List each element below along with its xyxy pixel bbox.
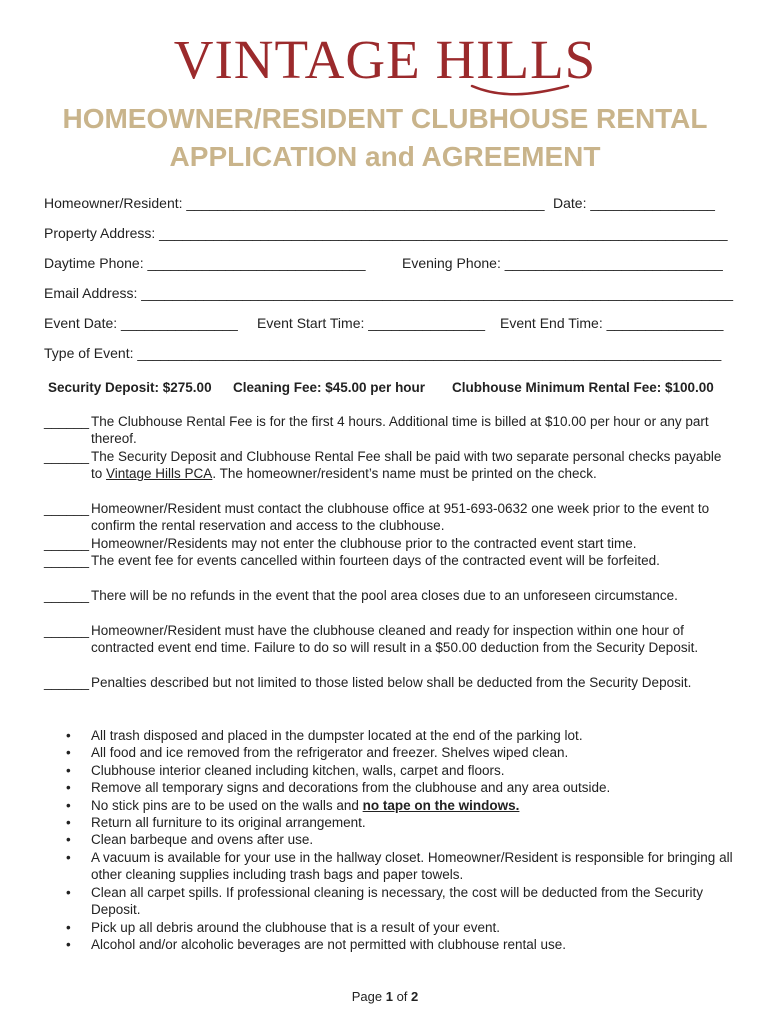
term-item	[44, 535, 734, 552]
initial-blank[interactable]: ______	[44, 414, 90, 429]
event-type-field[interactable]: Type of Event: ___________________________________________________________________________	[44, 345, 722, 361]
minimum-rental-fee: Clubhouse Minimum Rental Fee: $100.00	[452, 380, 714, 395]
list-item	[66, 744, 738, 761]
list-item-text	[91, 797, 738, 814]
list-item-text: Clubhouse interior cleaned including kitchen, walls, carpet and floors.	[91, 763, 505, 778]
list-item-text: All trash disposed and placed in the dumpster located at the end of the parking lot.	[91, 728, 583, 743]
date-field[interactable]: Date: ________________	[553, 195, 715, 211]
event-end-time-field[interactable]: Event End Time: _______________	[500, 315, 724, 331]
term-text: The Clubhouse Rental Fee is for the first 4 hours. Additional time is billed at $10.00 per hour or any part thereof.	[91, 414, 709, 447]
initial-blank[interactable]: ______	[44, 536, 90, 551]
event-start-time-field[interactable]: Event Start Time: _______________	[257, 315, 486, 331]
email-field[interactable]: Email Address: ____________________________________________________________________________	[44, 285, 734, 301]
term-text-part: . The homeowner/resident’s name must be printed on the check.	[212, 466, 597, 482]
term-text: Homeowner/Resident must have the clubhouse cleaned and ready for inspection within one hour of contracted event end time. Failure to do so will result in a $50.00 deduction from the Security Deposit.	[91, 623, 699, 656]
list-item	[66, 797, 738, 814]
daytime-phone-field[interactable]: Daytime Phone: ____________________________	[44, 255, 366, 271]
list-item	[66, 814, 738, 831]
bullet-icon: •	[66, 920, 71, 935]
bullet-icon: •	[66, 780, 71, 795]
vintage-hills-logo: VINTAGE HILLS	[173, 29, 597, 90]
bullet-icon: •	[66, 745, 71, 760]
term-text	[91, 448, 734, 483]
no-tape-emphasis: no tape on the windows.	[362, 798, 520, 813]
initial-blank[interactable]: ______	[44, 553, 90, 568]
initial-blank[interactable]: ______	[44, 675, 90, 690]
term-text: The event fee for events cancelled within fourteen days of the contracted event will be forfeited.	[91, 553, 660, 568]
evening-phone-field[interactable]: Evening Phone: ____________________________	[402, 255, 723, 271]
term-text: Penalties described but not limited to those listed below shall be deducted from the Security Deposit.	[91, 675, 692, 690]
list-item-text: Clean barbeque and ovens after use.	[91, 832, 314, 847]
logo-swoosh-icon	[470, 82, 570, 98]
page-total: 2	[411, 989, 419, 1004]
bullet-icon: •	[66, 937, 71, 952]
list-item-text: A vacuum is available for your use in the hallway closet. Homeowner/Resident is responsible for bringing all other cleaning supplies including trash bags and paper towels.	[91, 850, 733, 883]
cleaning-fee: Cleaning Fee: $45.00 per hour	[233, 380, 426, 395]
initial-blank[interactable]: ______	[44, 588, 90, 603]
initial-blank[interactable]: ______	[44, 501, 90, 516]
page-number	[0, 988, 770, 1006]
page-word: Page	[351, 989, 383, 1004]
bullet-icon: •	[66, 763, 71, 778]
term-item	[44, 448, 734, 483]
term-item	[44, 552, 734, 569]
bullet-icon: •	[66, 798, 71, 813]
term-text: There will be no refunds in the event that the pool area closes due to an unforeseen circumstance.	[91, 588, 678, 603]
bullet-icon: •	[66, 728, 71, 743]
list-item-text: Remove all temporary signs and decorations from the clubhouse and any area outside.	[91, 780, 611, 795]
list-item-text: All food and ice removed from the refrigerator and freezer. Shelves wiped clean.	[91, 745, 569, 760]
list-item-text: Alcohol and/or alcoholic beverages are not permitted with clubhouse rental use.	[91, 937, 567, 952]
list-item	[66, 849, 738, 884]
list-item-text: Clean all carpet spills. If professional cleaning is necessary, the cost will be deducted from the Security Deposit.	[91, 885, 704, 918]
term-item	[44, 500, 734, 535]
payee-name: Vintage Hills PCA	[106, 466, 213, 482]
security-deposit-fee: Security Deposit: $275.00	[48, 380, 212, 395]
term-text-part: The Security Deposit and Clubhouse Rental Fee shall be paid with two separate personal checks payable to	[91, 449, 722, 482]
term-item	[44, 587, 734, 604]
bullet-icon: •	[66, 832, 71, 847]
initial-blank[interactable]: ______	[44, 623, 90, 638]
list-item	[66, 831, 738, 848]
list-item	[66, 727, 738, 744]
list-item	[66, 936, 738, 953]
bullet-icon: •	[66, 850, 71, 865]
list-item-text: Pick up all debris around the clubhouse that is a result of your event.	[91, 920, 500, 935]
term-text: Homeowner/Resident must contact the clubhouse office at 951-693-0632 one week prior to the event to confirm the rental reservation and access to the clubhouse.	[91, 501, 710, 534]
of-word: of	[396, 989, 408, 1004]
document-title-line-2: APPLICATION and AGREEMENT	[169, 141, 601, 172]
property-address-field[interactable]: Property Address: _________________________________________________________________________	[44, 225, 728, 241]
list-item	[66, 884, 738, 919]
initial-blank[interactable]: ______	[44, 449, 90, 464]
bullet-icon: •	[66, 885, 71, 900]
event-date-field[interactable]: Event Date: _______________	[44, 315, 238, 331]
list-item	[66, 762, 738, 779]
term-text: Homeowner/Residents may not enter the clubhouse prior to the contracted event start time.	[91, 536, 637, 551]
homeowner-field[interactable]: Homeowner/Resident: ______________________________________________	[44, 195, 545, 211]
list-item-text: Return all furniture to its original arrangement.	[91, 815, 366, 830]
document-title-line-1: HOMEOWNER/RESIDENT CLUBHOUSE RENTAL	[62, 103, 708, 134]
list-item-text-part: No stick pins are to be used on the walls and	[91, 798, 363, 813]
list-item	[66, 919, 738, 936]
page-current: 1	[385, 989, 393, 1004]
term-item	[44, 413, 734, 448]
list-item	[66, 779, 738, 796]
term-item	[44, 674, 734, 691]
term-item	[44, 622, 734, 657]
bullet-icon: •	[66, 815, 71, 830]
